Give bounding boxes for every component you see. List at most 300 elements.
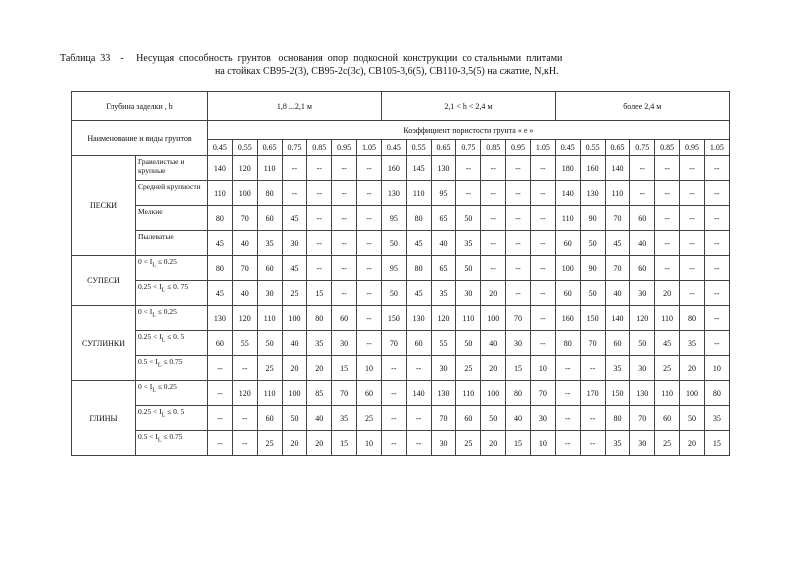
value-cell: 80 [555,331,580,356]
value-cell: -- [680,206,705,231]
value-cell: 45 [208,231,233,256]
value-cell: -- [282,156,307,181]
value-cell: 45 [655,331,680,356]
table-row [72,181,730,206]
value-cell: 130 [431,156,456,181]
soil-subtype-label: $0 < I_L \le 0.25$ [136,381,208,406]
value-cell: 20 [307,431,332,456]
value-cell: 10 [357,431,382,456]
value-cell: 20 [680,431,705,456]
value-cell: 80 [680,306,705,331]
value-cell: 90 [580,256,605,281]
value-cell: -- [680,281,705,306]
value-cell: -- [357,181,382,206]
value-cell: 60 [208,331,233,356]
value-cell: -- [655,231,680,256]
coef-cell: 0.85 [481,140,506,156]
value-cell: -- [481,256,506,281]
table-row [72,431,730,456]
value-cell: 110 [605,181,630,206]
coef-label: Коэффициент пористости грунта « e » [208,121,730,140]
value-cell: 30 [257,281,282,306]
value-cell: -- [655,156,680,181]
value-cell: -- [530,206,555,231]
value-cell: 60 [332,306,357,331]
value-cell: 10 [530,356,555,381]
value-cell: -- [381,356,406,381]
value-cell: -- [555,431,580,456]
coef-cell: 0.85 [307,140,332,156]
value-cell: -- [555,406,580,431]
value-cell: 20 [307,356,332,381]
value-cell: -- [630,156,655,181]
value-cell: 85 [307,381,332,406]
value-cell: -- [580,431,605,456]
value-cell: 100 [232,181,257,206]
coef-cell: 0.75 [456,140,481,156]
value-cell: 100 [481,306,506,331]
value-cell: 45 [605,231,630,256]
table-row [72,231,730,256]
value-cell: 70 [530,381,555,406]
value-cell: 140 [605,156,630,181]
soil-subtype-label: Мелкие [136,206,208,231]
value-cell: 35 [332,406,357,431]
value-cell: -- [357,256,382,281]
value-cell: 45 [282,206,307,231]
value-cell: -- [704,331,729,356]
value-cell: -- [530,331,555,356]
value-cell: 100 [282,381,307,406]
value-cell: -- [208,381,233,406]
value-cell: -- [307,231,332,256]
table-row [72,356,730,381]
value-cell: 110 [655,381,680,406]
value-cell: -- [208,356,233,381]
value-cell: 130 [630,381,655,406]
value-cell: 80 [307,306,332,331]
table-row [72,331,730,356]
value-cell: 70 [332,381,357,406]
value-cell: 50 [481,406,506,431]
value-cell: 15 [332,356,357,381]
value-cell: 60 [456,406,481,431]
coef-cell: 0.75 [282,140,307,156]
coef-cell: 0.95 [680,140,705,156]
value-cell: 40 [506,406,531,431]
value-cell: 140 [208,156,233,181]
table-row [72,256,730,281]
value-cell: -- [530,156,555,181]
value-cell: -- [704,256,729,281]
value-cell: -- [332,156,357,181]
soil-subtype-label: $0.25 < I_L \le 0$. 5 [136,331,208,356]
value-cell: 70 [506,306,531,331]
value-cell: 120 [232,306,257,331]
coef-cell: 0.85 [655,140,680,156]
value-cell: 15 [506,431,531,456]
depth-group-2: 2,1 < h < 2,4 м [381,92,555,121]
value-cell: 20 [282,356,307,381]
coef-header-row [72,121,730,140]
value-cell: -- [332,206,357,231]
value-cell: 110 [456,381,481,406]
value-cell: 110 [257,156,282,181]
soil-group-name: СУПЕСИ [72,256,136,306]
value-cell: 50 [456,206,481,231]
value-cell: 35 [257,231,282,256]
value-cell: 60 [406,331,431,356]
value-cell: 80 [406,256,431,281]
soil-subtype-label: $0.25 < I_L \le 0$. 5 [136,406,208,431]
value-cell: -- [456,181,481,206]
value-cell: 70 [605,206,630,231]
value-cell: 60 [630,256,655,281]
value-cell: 60 [555,281,580,306]
value-cell: -- [704,206,729,231]
value-cell: 60 [655,406,680,431]
value-cell: 15 [704,431,729,456]
table-row [72,156,730,181]
value-cell: 45 [282,256,307,281]
value-cell: 30 [630,281,655,306]
value-cell: 50 [456,331,481,356]
value-cell: 70 [381,331,406,356]
value-cell: 30 [431,431,456,456]
coef-cell: 0.45 [555,140,580,156]
value-cell: 160 [580,156,605,181]
value-cell: 150 [381,306,406,331]
value-cell: 120 [431,306,456,331]
value-cell: 80 [406,206,431,231]
depth-label: Глубина заделки , h [72,92,208,121]
value-cell: -- [506,231,531,256]
value-cell: 120 [232,381,257,406]
value-cell: -- [406,356,431,381]
value-cell: -- [655,206,680,231]
value-cell: 40 [481,331,506,356]
value-cell: -- [208,406,233,431]
value-cell: 160 [555,306,580,331]
table-row [72,381,730,406]
value-cell: 35 [307,331,332,356]
value-cell: -- [481,231,506,256]
value-cell: -- [357,231,382,256]
value-cell: 35 [680,331,705,356]
coef-cell: 0.45 [381,140,406,156]
value-cell: 145 [406,156,431,181]
value-cell: -- [630,181,655,206]
table-row [72,306,730,331]
caption-line-2: на стойках СВ95-2(3), СВ95-2с(3с), СВ105-3,6(5), СВ110-3,5(5) на сжатие, N,кН. [215,66,559,77]
value-cell: -- [307,256,332,281]
value-cell: 120 [630,306,655,331]
depth-group-1: 1,8 ...2,1 м [208,92,382,121]
value-cell: 60 [605,331,630,356]
value-cell: -- [232,406,257,431]
value-cell: -- [704,181,729,206]
value-cell: 110 [257,381,282,406]
value-cell: 130 [406,306,431,331]
value-cell: 55 [431,331,456,356]
value-cell: -- [307,181,332,206]
value-cell: 100 [555,256,580,281]
value-cell: 25 [655,431,680,456]
value-cell: 40 [282,331,307,356]
value-cell: -- [307,206,332,231]
value-cell: -- [555,356,580,381]
value-cell: -- [332,281,357,306]
value-cell: -- [406,406,431,431]
value-cell: -- [357,306,382,331]
soil-subtype-label: $0.25 < I_L \le 0$. 75 [136,281,208,306]
value-cell: -- [506,281,531,306]
coef-cell: 0.55 [232,140,257,156]
value-cell: 150 [605,381,630,406]
value-cell: 25 [257,356,282,381]
value-cell: 10 [704,356,729,381]
coef-cell: 0.95 [506,140,531,156]
value-cell: 50 [580,231,605,256]
value-cell: 110 [655,306,680,331]
value-cell: -- [704,306,729,331]
depth-header-row [72,92,730,121]
value-cell: 110 [406,181,431,206]
value-cell: 50 [580,281,605,306]
value-cell: 130 [580,181,605,206]
value-cell: 70 [630,406,655,431]
value-cell: 140 [406,381,431,406]
value-cell: -- [530,306,555,331]
value-cell: 110 [257,306,282,331]
table-row [72,281,730,306]
value-cell: 30 [332,331,357,356]
value-cell: 30 [506,331,531,356]
value-cell: -- [704,156,729,181]
coef-cell: 0.75 [630,140,655,156]
value-cell: 160 [381,156,406,181]
coef-cell: 1.05 [357,140,382,156]
value-cell: 25 [357,406,382,431]
value-cell: 25 [282,281,307,306]
value-cell: -- [481,156,506,181]
depth-group-3: более 2,4 м [555,92,729,121]
value-cell: -- [208,431,233,456]
value-cell: 30 [630,431,655,456]
value-cell: 50 [381,231,406,256]
soil-subtype-label: $0.5 < I_L \le 0.75$ [136,356,208,381]
value-cell: 35 [605,431,630,456]
value-cell: 140 [555,181,580,206]
coef-cell: 1.05 [704,140,729,156]
value-cell: 40 [307,406,332,431]
value-cell: 65 [431,256,456,281]
value-cell: -- [357,206,382,231]
value-cell: -- [381,381,406,406]
value-cell: 100 [680,381,705,406]
table-caption [60,52,740,78]
value-cell: -- [357,156,382,181]
value-cell: -- [580,406,605,431]
value-cell: 80 [257,181,282,206]
value-cell: 30 [431,356,456,381]
value-cell: 70 [580,331,605,356]
value-cell: 60 [630,206,655,231]
value-cell: 40 [605,281,630,306]
value-cell: 60 [257,406,282,431]
value-cell: 10 [357,356,382,381]
value-cell: 50 [630,331,655,356]
value-cell: 80 [208,256,233,281]
value-cell: -- [506,256,531,281]
caption-line-1: Таблица 33 - Несущая способность грунтов основания опор подкосной конструкции со стальными плитами [60,53,563,64]
value-cell: 35 [605,356,630,381]
value-cell: 20 [680,356,705,381]
value-cell: -- [456,156,481,181]
value-cell: 110 [456,306,481,331]
value-cell: 20 [282,431,307,456]
value-cell: 25 [456,431,481,456]
coef-cell: 0.55 [406,140,431,156]
value-cell: -- [530,256,555,281]
value-cell: 15 [506,356,531,381]
value-cell: 40 [232,231,257,256]
value-cell: -- [530,281,555,306]
soil-subtype-label: $0 < I_L \le 0.25$ [136,306,208,331]
soil-subtype-label: $0.5 < I_L \le 0.75$ [136,431,208,456]
value-cell: 70 [605,256,630,281]
value-cell: 55 [232,331,257,356]
value-cell: 15 [307,281,332,306]
value-cell: 45 [208,281,233,306]
value-cell: 35 [456,231,481,256]
value-cell: -- [481,181,506,206]
value-cell: -- [282,181,307,206]
value-cell: -- [406,431,431,456]
bearing-capacity-table [71,91,730,456]
value-cell: 25 [257,431,282,456]
value-cell: 150 [580,306,605,331]
value-cell: -- [381,431,406,456]
value-cell: -- [332,256,357,281]
value-cell: 80 [506,381,531,406]
value-cell: -- [332,181,357,206]
soil-group-name: СУГЛИНКИ [72,306,136,381]
value-cell: 70 [232,206,257,231]
value-cell: -- [357,331,382,356]
value-cell: -- [481,206,506,231]
value-cell: -- [680,256,705,281]
value-cell: -- [506,206,531,231]
value-cell: -- [555,381,580,406]
value-cell: -- [307,156,332,181]
value-cell: 20 [481,281,506,306]
value-cell: -- [680,231,705,256]
table-row [72,406,730,431]
value-cell: 30 [282,231,307,256]
value-cell: 40 [630,231,655,256]
value-cell: -- [381,406,406,431]
coef-cell: 0.45 [208,140,233,156]
value-cell: 20 [481,356,506,381]
value-cell: -- [506,181,531,206]
coef-cell: 0.65 [605,140,630,156]
soil-subtype-label: $0 < I_L \le 0.25$ [136,256,208,281]
value-cell: 30 [456,281,481,306]
value-cell: -- [655,181,680,206]
value-cell: 130 [208,306,233,331]
table-row [72,206,730,231]
value-cell: 20 [481,431,506,456]
value-cell: 50 [680,406,705,431]
soil-group-name: ГЛИНЫ [72,381,136,456]
value-cell: -- [655,256,680,281]
value-cell: -- [704,281,729,306]
value-cell: -- [232,431,257,456]
value-cell: 60 [555,231,580,256]
value-cell: 45 [406,281,431,306]
value-cell: 100 [481,381,506,406]
value-cell: 50 [381,281,406,306]
coef-cell: 0.55 [580,140,605,156]
coef-cell: 1.05 [530,140,555,156]
value-cell: 40 [431,231,456,256]
value-cell: -- [704,231,729,256]
value-cell: 70 [431,406,456,431]
value-cell: 95 [381,256,406,281]
value-cell: 80 [704,381,729,406]
soil-subtype-label: Гравелистые и крупные [136,156,208,181]
value-cell: 140 [605,306,630,331]
value-cell: 35 [431,281,456,306]
value-cell: 35 [704,406,729,431]
value-cell: 100 [282,306,307,331]
value-cell: 95 [381,206,406,231]
coef-cell: 0.65 [257,140,282,156]
soil-subtype-label: Пылеватые [136,231,208,256]
value-cell: 120 [232,156,257,181]
value-cell: 70 [232,256,257,281]
value-cell: -- [332,231,357,256]
value-cell: 40 [232,281,257,306]
value-cell: 30 [530,406,555,431]
value-cell: 50 [282,406,307,431]
value-cell: 30 [630,356,655,381]
value-cell: -- [530,181,555,206]
value-cell: 95 [431,181,456,206]
coef-cell: 0.95 [332,140,357,156]
value-cell: -- [232,356,257,381]
coef-cell: 0.65 [431,140,456,156]
value-cell: 15 [332,431,357,456]
value-cell: -- [530,231,555,256]
value-cell: 60 [257,206,282,231]
value-cell: 170 [580,381,605,406]
value-cell: 50 [257,331,282,356]
value-cell: 130 [431,381,456,406]
value-cell: 65 [431,206,456,231]
value-cell: 130 [381,181,406,206]
value-cell: -- [357,281,382,306]
value-cell: 180 [555,156,580,181]
value-cell: 110 [555,206,580,231]
value-cell: 80 [605,406,630,431]
value-cell: 25 [655,356,680,381]
value-cell: 10 [530,431,555,456]
value-cell: 60 [357,381,382,406]
value-cell: 50 [456,256,481,281]
value-cell: 45 [406,231,431,256]
